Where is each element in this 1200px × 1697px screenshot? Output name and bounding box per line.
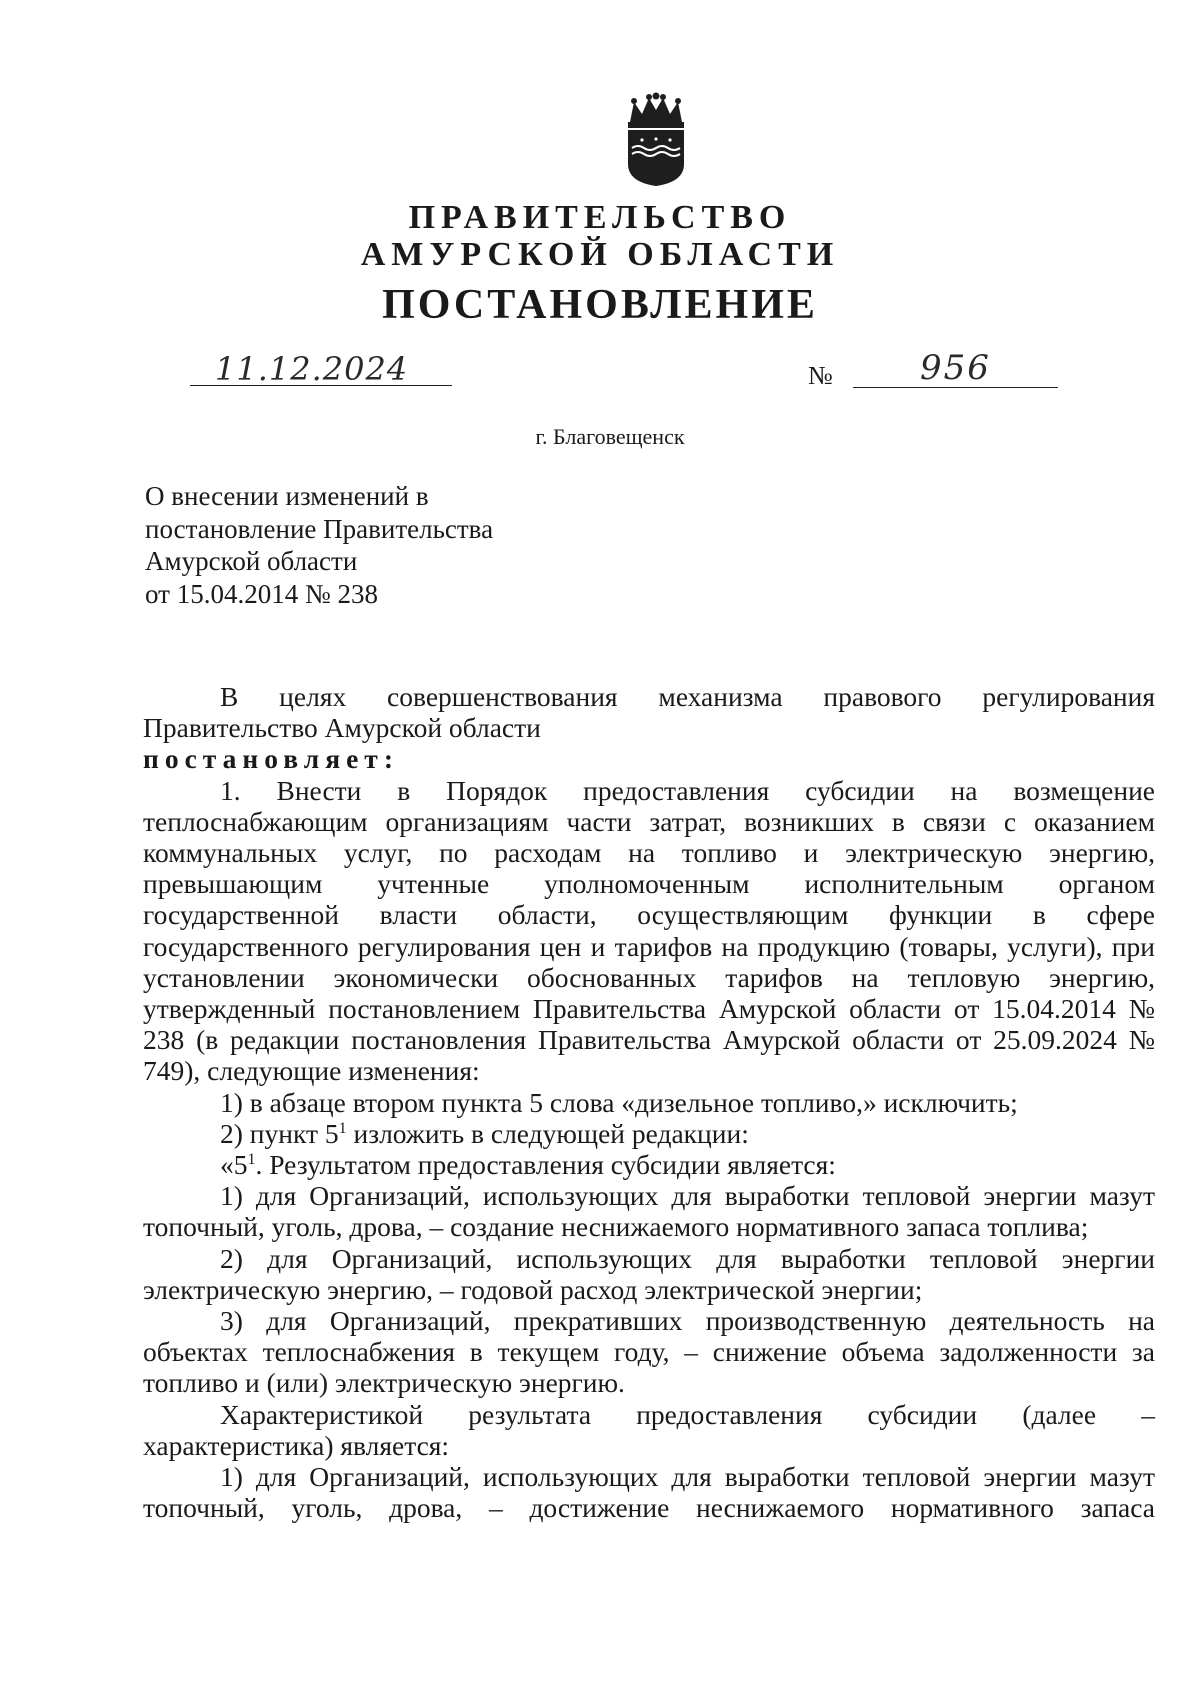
number-sign: № <box>808 361 833 390</box>
change-2-paragraph <box>143 1118 1155 1149</box>
resolves-label: постановляет: <box>143 743 399 775</box>
superscript: 1 <box>247 1150 256 1168</box>
document-subject <box>145 480 493 610</box>
subject-line: постановление Правительства <box>145 513 494 544</box>
coat-of-arms-icon <box>620 92 692 188</box>
quote-text-rest: . Результатом предоставления субсидии является: <box>255 1149 836 1181</box>
change-2-text: 2) пункт 5 <box>220 1117 339 1149</box>
quote-start-paragraph <box>143 1149 1155 1180</box>
subject-line: О внесении изменений в <box>145 481 429 511</box>
subject-line: от 15.04.2014 № 238 <box>145 578 378 609</box>
result-1-paragraph: 1) для Организаций, использующих для выработки тепловой энергии мазут топочный, уголь, дрова, – создание неснижаемого нормативного запаса топлива; <box>143 1180 1155 1243</box>
characteristic-1-paragraph: 1) для Организаций, использующих для выработки тепловой энергии мазут топочный, уголь, дрова, – достижение неснижаемого нормативного запаса <box>143 1461 1155 1524</box>
document-body <box>143 681 1155 1523</box>
document-number: 956 <box>920 348 991 388</box>
number-underline <box>853 387 1058 388</box>
preamble-paragraph-end: Правительство Амурской области <box>143 712 541 744</box>
quote-text: «5 <box>220 1149 248 1181</box>
superscript: 1 <box>338 1119 347 1137</box>
change-2-text-rest: изложить в следующей редакции: <box>346 1117 749 1149</box>
resolves-word <box>143 743 1155 774</box>
city-name: г. Благовещенск <box>535 424 685 449</box>
preamble-paragraph: В целях совершенствования механизма правового регулирования <box>220 681 1155 712</box>
change-1-paragraph: 1) в абзаце втором пункта 5 слова «дизельное топливо,» исключить; <box>220 1086 1018 1118</box>
date-underline <box>190 385 452 386</box>
organization-name-line2: АМУРСКОЙ ОБЛАСТИ <box>360 236 840 273</box>
organization-name-line1: ПРАВИТЕЛЬСТВО <box>408 199 792 236</box>
characteristic-paragraph: Характеристикой результата предоставления субсидии (далее – характеристика) является: <box>143 1398 1155 1461</box>
subject-line: Амурской области <box>145 546 358 576</box>
document-type-title: ПОСТАНОВЛЕНИЕ <box>382 282 818 328</box>
document-date: 11.12.2024 <box>215 350 409 388</box>
result-2-paragraph: 2) для Организаций, использующих для выработки тепловой энергии электрическую энергию, – годовой расход электрической энергии; <box>143 1242 1155 1305</box>
result-3-paragraph: 3) для Организаций, прекративших производственную деятельность на объектах теплоснабжения в текущем году, – снижение объема задолженности за топливо и (или) электрическую энергию. <box>143 1305 1155 1399</box>
item-1-paragraph: 1. Внести в Порядок предоставления субсидии на возмещение теплоснабжающим организациям части затрат, возникших в связи с оказанием коммунальных услуг, по расходам на топливо и электрическую энергию, превышающим учтенные уполномоченным исполнительным органом государственной власти области, осуществляющим функции в сфере государственного регулирования цен и тарифов на продукцию (товары, услуги), при установлении экономически обоснованных тарифов на тепловую энергию, утвержденный постановлением Правительства Амурской области от 15.04.2014 № 238 (в редакции постановления Правительства Амурской области от 25.09.2024 № 749), следующие изменения: <box>143 774 1155 1087</box>
